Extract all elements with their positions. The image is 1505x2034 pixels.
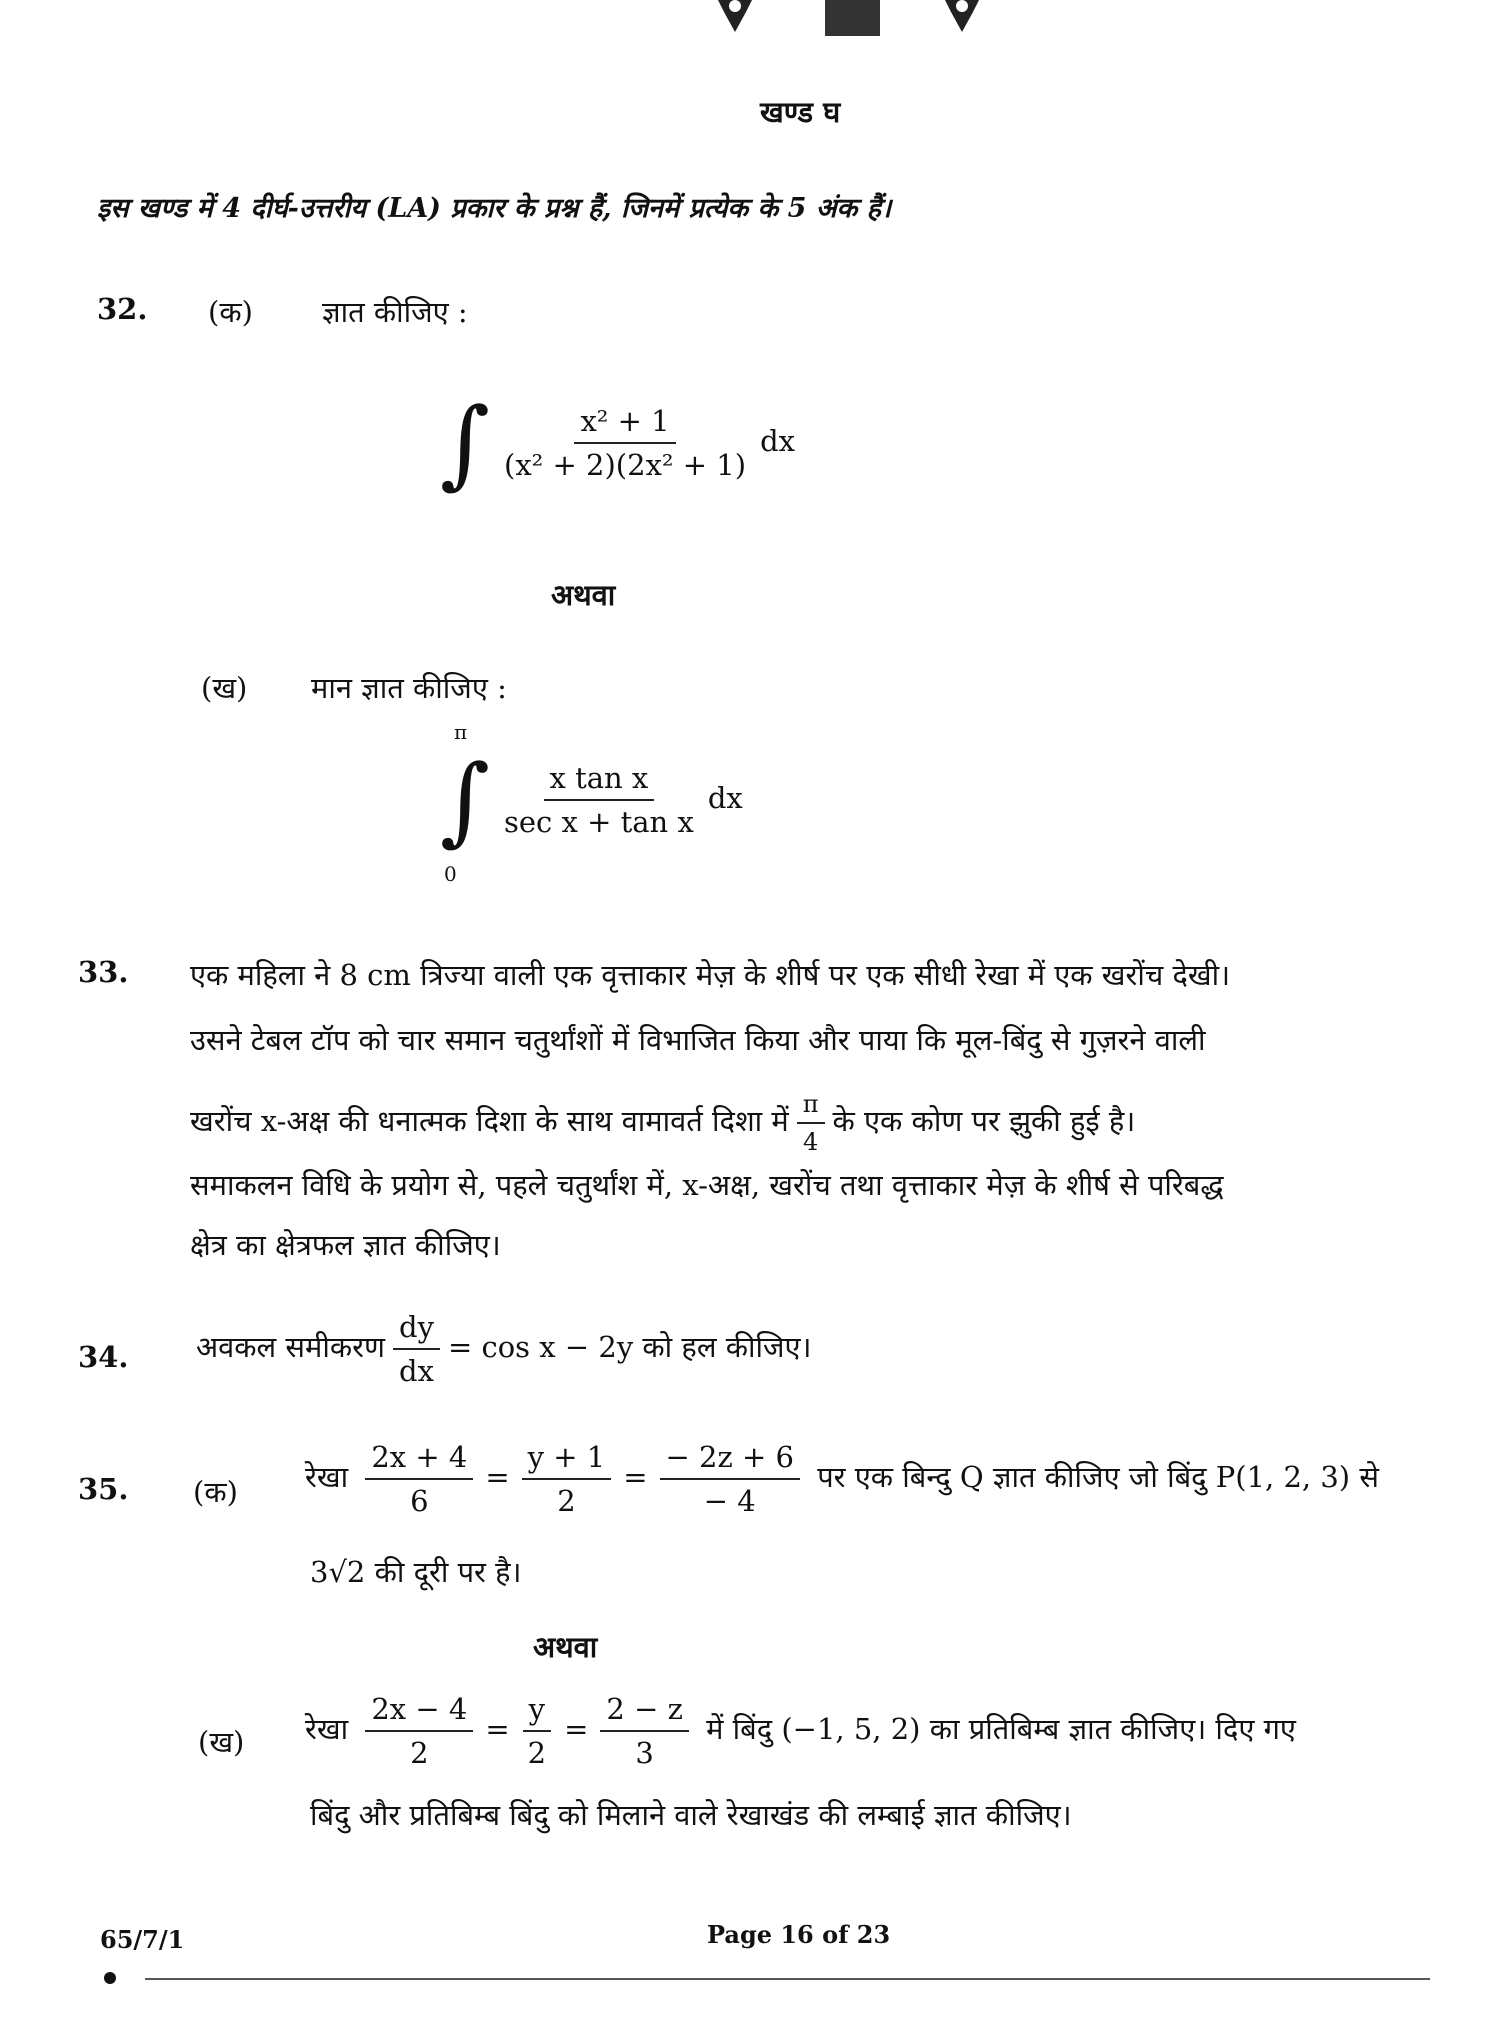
question-text-line: उसने टेबल टॉप को चार समान चतुर्थांशों में विभाजित किया और पाया कि मूल-बिंदु से गुज़रने वाली xyxy=(190,1023,1206,1057)
star-ornament-icon xyxy=(718,0,752,32)
question-text-line: एक महिला ने 8 cm त्रिज्या वाली एक वृत्ताकार मेज़ के शीर्ष पर एक सीधी रेखा में एक खरोंच देखी। xyxy=(190,958,1231,992)
question-text-line xyxy=(190,1090,1135,1156)
question-number: 34. xyxy=(78,1340,129,1374)
denominator: (x² + 2)(2x² + 1) xyxy=(504,448,747,482)
lower-limit: 0 xyxy=(444,862,457,886)
section-heading: खण्ड घ xyxy=(760,95,841,129)
question-text-line: बिंदु और प्रतिबिम्ब बिंदु को मिलाने वाले रेखाखंड की लम्बाई ज्ञात कीजिए। xyxy=(310,1798,1072,1832)
text-segment: = cos x − 2y को हल कीजिए। xyxy=(447,1330,812,1364)
text-segment: अवकल समीकरण xyxy=(196,1330,385,1364)
denominator: 2 xyxy=(527,1736,547,1770)
equals: = xyxy=(485,1712,510,1746)
question-number: 33. xyxy=(78,955,129,989)
question-text xyxy=(196,1310,812,1388)
text-segment: के एक कोण पर झुकी हुई है। xyxy=(832,1104,1136,1138)
denominator: 3 xyxy=(635,1736,654,1770)
text-segment: खरोंच x-अक्ष की धनात्मक दिशा के साथ वामावर्त दिशा में xyxy=(190,1104,789,1138)
denominator: 4 xyxy=(803,1128,819,1156)
equals: = xyxy=(623,1460,648,1494)
star-ornament-icon xyxy=(945,0,979,32)
dx: dx xyxy=(760,424,795,458)
or-label: अथवा xyxy=(551,578,616,612)
text-segment: रेखा xyxy=(305,1460,349,1494)
integral-sign-icon: ∫ xyxy=(440,387,491,499)
equals: = xyxy=(485,1460,510,1494)
part-label: (ख) xyxy=(201,671,248,705)
question-text-line: 3√2 की दूरी पर है। xyxy=(310,1555,522,1589)
text-segment: पर एक बिन्दु Q ज्ञात कीजिए जो बिंदु P(1, 2, 3) से xyxy=(817,1460,1379,1494)
integral-expression xyxy=(440,387,795,499)
question-text-line: क्षेत्र का क्षेत्रफल ज्ञात कीजिए। xyxy=(190,1228,501,1262)
numerator: 2 − z xyxy=(600,1692,688,1732)
denominator: 6 xyxy=(410,1484,429,1518)
text-segment: में बिंदु (−1, 5, 2) का प्रतिबिम्ब ज्ञात कीजिए। दिए गए xyxy=(706,1712,1296,1746)
numerator: 2x + 4 xyxy=(365,1440,473,1480)
question-text: मान ज्ञात कीजिए : xyxy=(311,671,507,705)
numerator: − 2z + 6 xyxy=(660,1440,800,1480)
or-label: अथवा xyxy=(533,1630,598,1664)
numerator: π xyxy=(797,1090,825,1124)
question-number: 35. xyxy=(78,1472,129,1506)
qr-code-icon xyxy=(825,0,880,36)
section-instruction: इस खण्ड में 4 दीर्घ-उत्तरीय (LA) प्रकार के प्रश्न हैं, जिनमें प्रत्येक के 5 अंक हैं। xyxy=(97,193,892,224)
text-segment: रेखा xyxy=(305,1712,349,1746)
numerator: y + 1 xyxy=(522,1440,612,1480)
question-text xyxy=(305,1440,1379,1518)
integral-sign-icon: ∫ xyxy=(440,744,491,856)
footer-divider xyxy=(145,1978,1430,1980)
numerator: 2x − 4 xyxy=(365,1692,473,1732)
numerator: x² + 1 xyxy=(574,404,675,444)
equals: = xyxy=(564,1712,589,1746)
upper-limit: π xyxy=(454,720,468,744)
denominator: 2 xyxy=(410,1736,429,1770)
part-label: (क) xyxy=(193,1475,238,1509)
numerator: y xyxy=(523,1692,551,1732)
numerator: dy xyxy=(393,1310,440,1350)
question-number: 32. xyxy=(97,292,148,326)
question-text xyxy=(305,1692,1296,1770)
page-number: Page 16 of 23 xyxy=(707,1920,891,1949)
part-label: (क) xyxy=(208,295,253,329)
numerator: x tan x xyxy=(544,761,655,801)
question-text: ज्ञात कीजिए : xyxy=(322,295,468,329)
definite-integral-expression xyxy=(440,720,743,886)
dx: dx xyxy=(707,781,743,815)
denominator: − 4 xyxy=(703,1484,756,1518)
denominator: 2 xyxy=(557,1484,576,1518)
dot-mark xyxy=(104,1972,116,1984)
part-label: (ख) xyxy=(198,1725,245,1759)
denominator: dx xyxy=(399,1354,434,1388)
denominator: sec x + tan x xyxy=(504,805,694,839)
question-text-line: समाकलन विधि के प्रयोग से, पहले चतुर्थांश में, x-अक्ष, खरोंच तथा वृत्ताकार मेज़ के शीर्ष से परिबद्ध xyxy=(190,1168,1224,1202)
paper-code: 65/7/1 xyxy=(100,1925,185,1954)
